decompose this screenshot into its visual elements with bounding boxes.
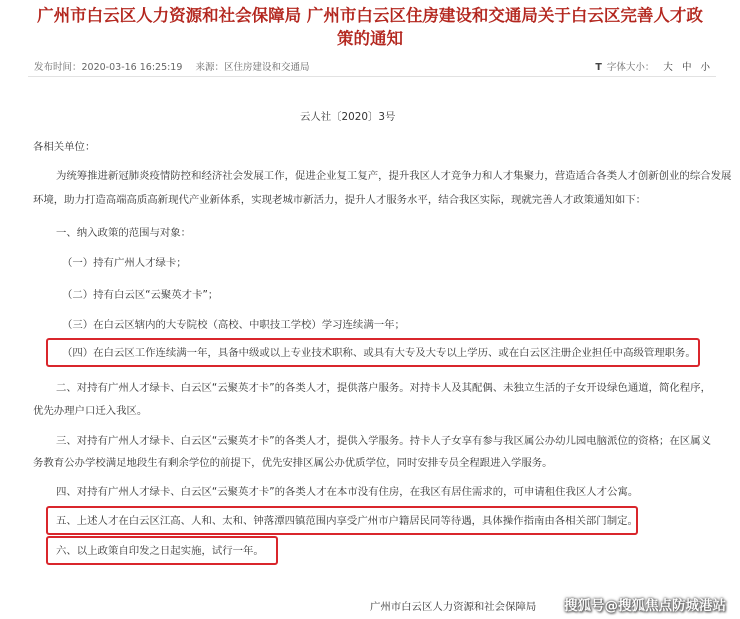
watermark: 搜狐号@搜狐焦点防城港站 (564, 598, 726, 614)
section-1-item-2: （二）持有白云区“云聚英才卡”； (62, 289, 219, 301)
font-size-control (595, 59, 710, 73)
title-line-1: 广州市白云区人力资源和社会保障局 广州市白云区住房建设和交通局关于白云区完善人才政 (37, 6, 703, 25)
intro-line-1: 为统筹推进新冠肺炎疫情防控和经济社会发展工作，促进企业复工复产，提升我区人才竞争力和人才集聚力，营造适合各类人才创新创业的综合发展 (56, 170, 732, 182)
publish-time: 发布时间：2020-03-16 16:25:19 (34, 62, 183, 73)
font-size-small[interactable]: 小 (700, 62, 710, 73)
font-size-label: 字体大小： (606, 62, 655, 73)
section-2-line-1: 二、对持有广州人才绿卡、白云区“云聚英才卡”的各类人才，提供落户服务。对持卡人及其配偶、未独立生活的子女开设绿色通道，简化程序， (56, 382, 711, 394)
section-4: 四、对持有广州人才绿卡、白云区“云聚英才卡”的各类人才在本市没有住房，在我区有居住需求的，可申请租住我区人才公寓。 (56, 486, 639, 498)
section-6: 六、以上政策自印发之日起实施，试行一年。 (56, 545, 264, 557)
section-5: 五、上述人才在白云区江高、人和、太和、钟落潭四镇范围内享受广州市户籍居民同等待遇，具体操作指南由各相关部门制定。 (56, 515, 638, 527)
source: 来源：区住房建设和交通局 (195, 62, 310, 73)
section-3-line-2: 务教育公办学校满足地段生有剩余学位的前提下，优先安排区属公办优质学位，同时安排专员全程跟进入学服务。 (33, 457, 553, 469)
font-size-icon: T (595, 62, 602, 73)
section-3-line-1: 三、对持有广州人才绿卡、白云区“云聚英才卡”的各类人才，提供入学服务。持卡人子女享有参与我区属公办幼儿园电脑派位的资格；在区属义 (56, 435, 711, 447)
page-title (20, 4, 720, 50)
salutation: 各相关单位： (33, 141, 96, 153)
section-2-line-2: 优先办理户口迁入我区。 (33, 405, 148, 417)
meta-bar (28, 56, 716, 77)
section-1-item-3: （三）在白云区辖内的大专院校（高校、中职技工学校）学习连续满一年； (62, 319, 405, 331)
section-1-item-1: （一）持有广州人才绿卡； (62, 257, 187, 269)
meta-info (34, 59, 319, 73)
signature: 广州市白云区人力资源和社会保障局 (370, 601, 537, 613)
intro-line-2: 环境，助力打造高端高质高新现代产业新体系，实现老城市新活力，提升人才服务水平，结合我区实际，现就完善人才政策通知如下： (33, 194, 647, 206)
section-1-title: 一、纳入政策的范围与对象： (56, 227, 192, 239)
font-size-medium[interactable]: 中 (681, 62, 692, 73)
section-1-item-4: （四）在白云区工作连续满一年，具备中级或以上专业技术职称、或具有大专及大专以上学历、或在白云区注册企业担任中高级管理职务。 (62, 347, 696, 359)
document-number: 云人社〔2020〕3号 (300, 111, 396, 123)
title-line-2: 策的通知 (337, 29, 403, 48)
font-size-large[interactable]: 大 (663, 62, 673, 73)
